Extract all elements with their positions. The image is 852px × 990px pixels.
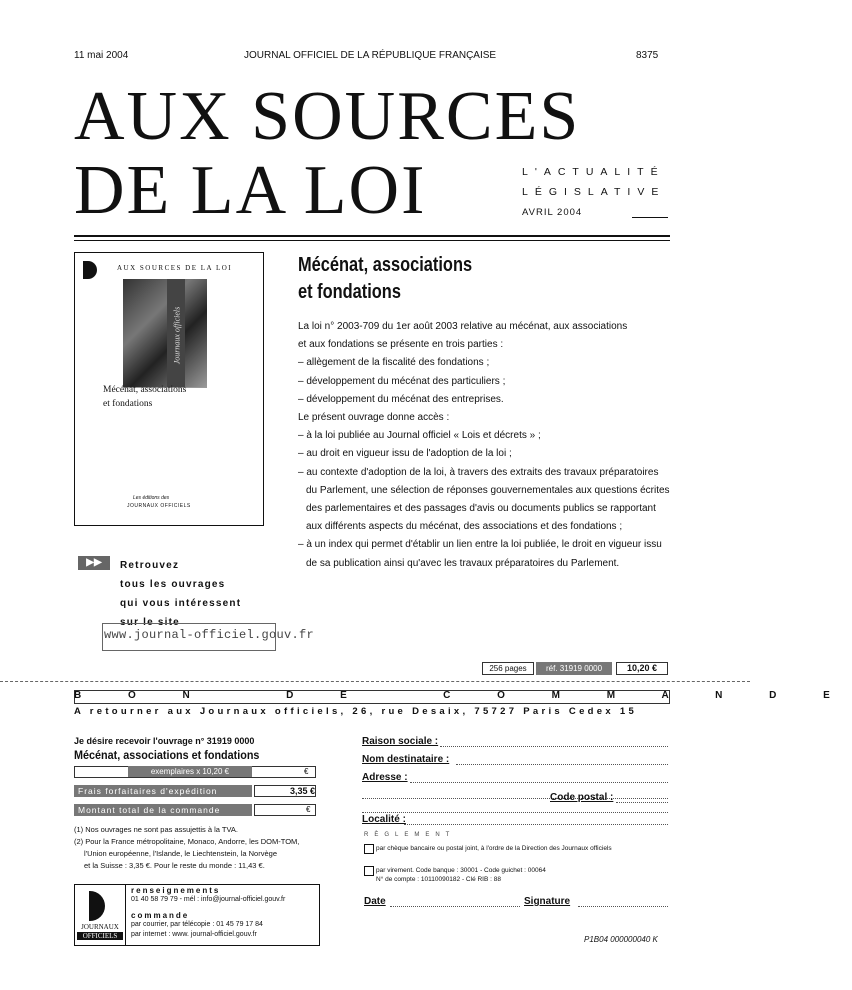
article-line: – à la loi publiée au Journal officiel « Lois et décrets » ;	[298, 430, 541, 442]
arrows-icon: ▶▶	[78, 556, 110, 570]
adresse-label: Adresse :	[362, 772, 408, 783]
masthead-rule-bottom	[74, 240, 670, 241]
shipping-label: Frais forfaitaires d'expédition	[74, 785, 252, 797]
ref-label: réf. 31919 0000	[536, 662, 612, 675]
promo-text	[120, 556, 241, 632]
promo-line1: Retrouvez	[120, 560, 180, 571]
article-line: de sa publication ainsi qu'avec les travaux préparatoires du Parlement.	[306, 557, 620, 569]
order-notes	[74, 824, 299, 872]
total-label: Montant total de la commande	[74, 804, 252, 816]
cover-spine-text: Journaux officiels	[172, 306, 182, 365]
note-1: (1) Nos ouvrages ne sont pas assujettis à la TVA.	[74, 825, 238, 834]
adresse-input-3[interactable]	[362, 812, 668, 813]
book-cover	[74, 252, 264, 526]
info-rens: renseignements	[131, 886, 221, 895]
localite-label: Localité :	[362, 814, 406, 825]
article-line: du Parlement, une sélection de réponses gouvernementales aux questions écrites	[306, 484, 670, 496]
cheque-checkbox[interactable]	[364, 844, 374, 854]
promo-line4: sur le site	[120, 617, 180, 628]
article-line: et aux fondations se présente en trois parties :	[298, 339, 504, 351]
article-line: – développement du mécénat des particuliers ;	[298, 375, 506, 387]
nom-label: Nom destinataire :	[362, 754, 450, 765]
header-date: 11 mai 2004	[74, 50, 129, 61]
article-title2: et fondations	[298, 281, 401, 303]
article-line: aux différents aspects du mécénat, des associations et des fondations ;	[306, 521, 623, 533]
pages-label: 256 pages	[482, 662, 534, 675]
cp-input[interactable]	[616, 802, 668, 803]
cut-line	[0, 681, 750, 682]
info-box	[74, 884, 320, 946]
cover-series: AUX SOURCES DE LA LOI	[117, 264, 233, 272]
masthead-line1: AUX SOURCES	[74, 78, 581, 155]
note-4: et la Suisse : 3,35 €. Pour le reste du monde : 11,43 €.	[84, 861, 265, 870]
masthead-tag2: LÉGISLATIVE	[522, 186, 666, 198]
logo-text2: OFFICIELS	[77, 932, 123, 940]
compte-label: N° de compte : 10110090182 - Clé RIB : 88	[376, 876, 501, 883]
qty-label: exemplaires x 10,20 €	[128, 766, 252, 777]
order-wish: Je désire recevoir l'ouvrage n° 31919 0000	[74, 736, 255, 746]
reglement-label: RÈGLEMENT	[364, 832, 456, 838]
masthead-line2: DE LA LOI	[74, 152, 427, 229]
article-title1: Mécénat, associations	[298, 254, 473, 276]
info-logo	[75, 885, 126, 945]
shipping-value: 3,35 €	[254, 785, 316, 797]
jo-logo-icon	[83, 261, 97, 279]
cover-image	[123, 279, 207, 387]
jo-logo-icon	[89, 891, 105, 921]
cover-title1: Mécénat, associations	[103, 385, 187, 395]
raison-input[interactable]	[440, 746, 668, 747]
adresse-input-2[interactable]	[362, 798, 668, 799]
date-input[interactable]	[390, 906, 520, 907]
cp-label: Code postal :	[550, 792, 614, 803]
nom-input[interactable]	[456, 764, 668, 765]
cover-publisher2: JOURNAUX OFFICIELS	[127, 503, 191, 509]
total-euro: €	[306, 805, 311, 814]
article-line: – à un index qui permet d'établir un lien entre la loi publiée, le droit en vigueur issu	[298, 539, 662, 551]
cheque-label: par chèque bancaire ou postal joint, à l'ordre de la Direction des Journaux officiels	[376, 845, 612, 852]
date-label: Date	[364, 896, 386, 907]
promo-line3: qui vous intéressent	[120, 598, 242, 609]
signature-input[interactable]	[578, 906, 668, 907]
article-line: La loi n° 2003-709 du 1er août 2003 relative au mécénat, aux associations	[298, 321, 628, 332]
info-rens-line: 01 40 58 79 79 - mél : info@journal-officiel.gouv.fr	[131, 896, 286, 903]
info-cmd-line2: par internet : www. journal-officiel.gouv.fr	[131, 931, 257, 938]
cover-title2: et fondations	[103, 399, 153, 409]
signature-label: Signature	[524, 896, 571, 907]
bon-title: B O N D E C O M M A N D E	[74, 690, 852, 701]
issue-rule	[632, 217, 668, 218]
note-3: l'Union européenne, l'Islande, le Liechtenstein, la Norvège	[84, 849, 277, 858]
order-title: Mécénat, associations et fondations	[74, 748, 260, 762]
price-label: 10,20 €	[616, 662, 668, 675]
header-title: JOURNAL OFFICIEL DE LA RÉPUBLIQUE FRANÇAISE	[244, 50, 497, 61]
qty-euro: €	[304, 767, 309, 776]
cover-publisher1: Les éditions des	[133, 495, 170, 501]
note-2: (2) Pour la France métropolitaine, Monaco, Andorre, les DOM-TOM,	[74, 837, 300, 846]
logo-text1: JOURNAUX	[81, 923, 119, 931]
virement-checkbox[interactable]	[364, 866, 374, 876]
article-line: Le présent ouvrage donne accès :	[298, 412, 450, 424]
article-line: des parlementaires et des passages d'avis ou documents publics se rapportant	[306, 503, 656, 515]
article-line: – développement du mécénat des entreprises.	[298, 393, 504, 405]
localite-input[interactable]	[404, 824, 668, 825]
document-code: P1B04 000000040 K	[584, 935, 658, 944]
info-cmd: commande	[131, 911, 190, 920]
promo-line2: tous les ouvrages	[120, 579, 226, 590]
masthead-issue: AVRIL 2004	[522, 207, 583, 218]
info-cmd-line1: par courrier, par télécopie : 01 45 79 17 84	[131, 921, 263, 928]
header-page: 8375	[636, 50, 659, 61]
raison-label: Raison sociale :	[362, 736, 439, 747]
adresse-input[interactable]	[410, 782, 668, 783]
virement-label: par virement. Code banque : 30001 - Code guichet : 00064	[376, 867, 546, 874]
masthead-rule-top	[74, 235, 670, 237]
article-line: – au contexte d'adoption de la loi, à travers des extraits des travaux préparatoires	[298, 466, 659, 478]
article-line: – au droit en vigueur issu de l'adoption de la loi ;	[298, 448, 512, 460]
promo-url[interactable]: www.journal-officiel.gouv.fr	[104, 628, 315, 642]
article-body	[298, 318, 670, 573]
article-line: – allègement de la fiscalité des fondations ;	[298, 357, 490, 369]
masthead-tag1: L'ACTUALITÉ	[522, 166, 665, 178]
cover-spine	[167, 279, 185, 387]
bon-address: A retourner aux Journaux officiels, 26, rue Desaix, 75727 Paris Cedex 15	[74, 706, 638, 717]
